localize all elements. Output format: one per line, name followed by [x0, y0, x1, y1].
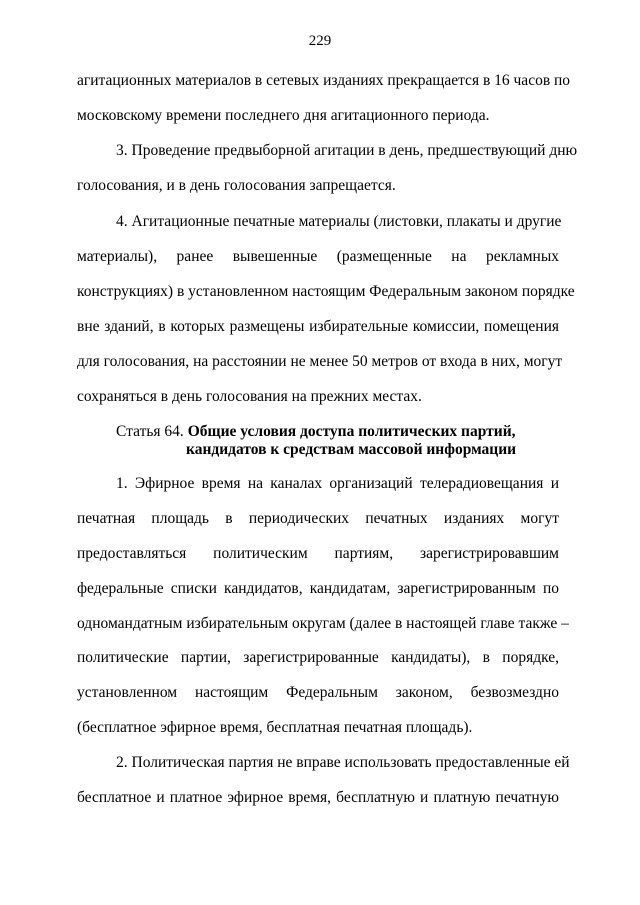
text-line: материалы), ранее вывешенные (размещенные на рекламных	[77, 248, 559, 265]
article-heading-continued	[186, 440, 516, 460]
text-line: вне зданий, в которых размещены избирательные комиссии, помещения	[77, 318, 559, 335]
article-heading	[116, 422, 516, 442]
text-line: конструкциях) в установленном настоящим Федеральным законом порядке	[77, 283, 575, 300]
page-number: 229	[308, 33, 332, 49]
text-line: 1. Эфирное время на каналах организаций телерадиовещания и	[116, 475, 559, 492]
text-line: предоставляться политическим партиям, зарегистрировавшим	[77, 545, 559, 562]
text-line: печатная площадь в периодических печатных изданиях могут	[77, 510, 559, 527]
text-line: сохраняться в день голосования на прежних местах.	[77, 388, 422, 405]
text-line: агитационных материалов в сетевых изданиях прекращается в 16 часов по	[77, 72, 571, 89]
text-line: 4. Агитационные печатные материалы (листовки, плакаты и другие	[116, 213, 562, 230]
text-line: федеральные списки кандидатов, кандидатам, зарегистрированным по	[77, 580, 559, 597]
text-line: одномандатным избирательным округам (далее в настоящей главе также –	[77, 615, 569, 632]
article-title-line1: Общие условия доступа политических партий,	[187, 423, 516, 440]
text-line: бесплатное и платное эфирное время, бесплатную и платную печатную	[77, 789, 559, 806]
text-line: политические партии, зарегистрированные кандидаты), в порядке,	[77, 649, 559, 666]
article-label: Статья 64.	[116, 423, 184, 440]
text-line: для голосования, на расстоянии не менее 50 метров от входа в них, могут	[77, 353, 563, 370]
article-title-line2: кандидатов к средствам массовой информации	[186, 441, 517, 458]
text-line: установленном настоящим Федеральным законом, безвозмездно	[77, 684, 559, 701]
text-line: 2. Политическая партия не вправе использовать предоставленные ей	[116, 754, 570, 771]
text-line: московскому времени последнего дня агитационного периода.	[77, 107, 490, 124]
text-line: голосования, и в день голосования запрещается.	[77, 177, 396, 194]
text-line: 3. Проведение предвыборной агитации в день, предшествующий дню	[116, 142, 578, 159]
text-line: (бесплатное эфирное время, бесплатная печатная площадь).	[77, 719, 473, 736]
